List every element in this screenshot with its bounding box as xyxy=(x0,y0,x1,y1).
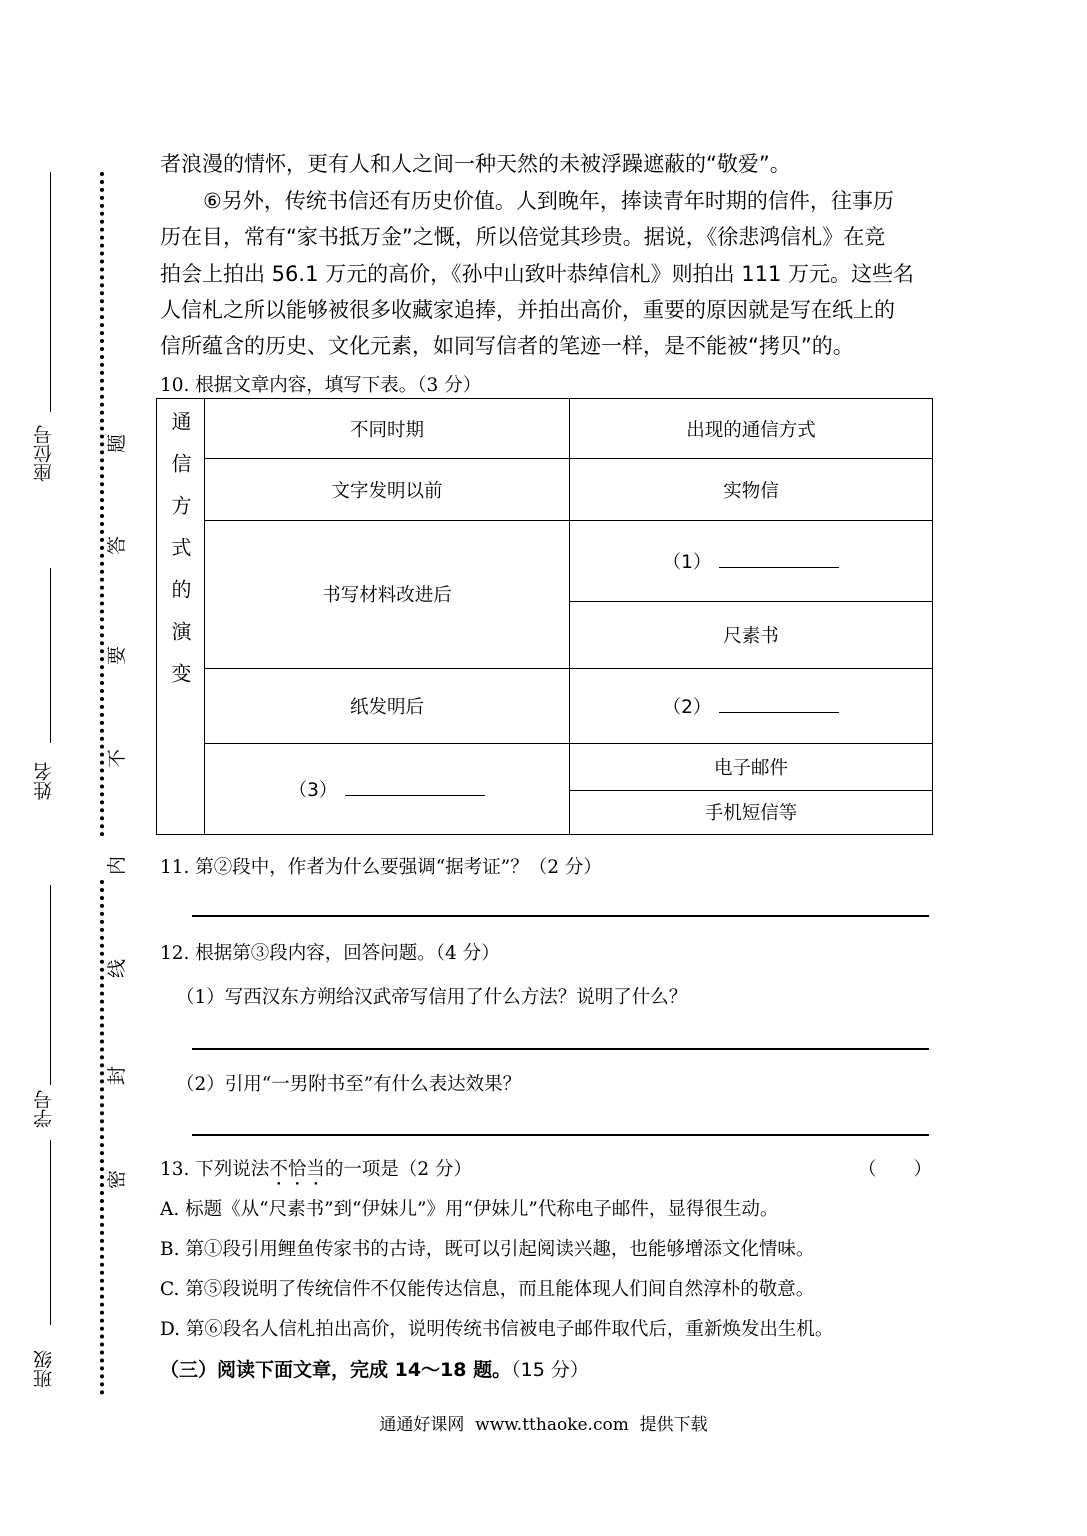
passage-line: 人信札之所以能够被很多收藏家追捧，并拍出高价，重要的原因就是写在纸上的 xyxy=(160,298,895,322)
row4-method-a: 电子邮件 xyxy=(570,743,933,790)
passage-line: ⑥另外，传统书信还有历史价值。人到晚年，捧读青年时期的信件，往事历 xyxy=(203,189,894,213)
q12-sub1: （1）写西汉东方朔给汉武帝写信用了什么方法？说明了什么？ xyxy=(176,987,688,1008)
q10-prompt: 10. 根据文章内容，填写下表。（3 分） xyxy=(160,375,482,396)
seat-label: 座位号 xyxy=(33,425,55,482)
student-id-label: 学号 xyxy=(33,1090,55,1128)
q13-option-a: A. 标题《从“尺素书”到“伊妹儿”》用“伊妹儿”代称电子邮件，显得很生动。 xyxy=(160,1199,779,1220)
row3-period: 纸发明后 xyxy=(205,668,570,743)
section3-title-points: （15 分） xyxy=(511,1359,589,1381)
row3-method-cell[interactable] xyxy=(570,668,933,743)
answer-blank-3[interactable] xyxy=(345,794,485,796)
seal-char: 答 xyxy=(106,535,129,556)
row2-period: 书写材料改进后 xyxy=(205,521,570,668)
row4-period-cell[interactable] xyxy=(205,743,570,834)
q12-sub2: （2）引用“一男附书至”有什么表达效果？ xyxy=(176,1074,522,1095)
blank-1-label: （1） xyxy=(662,552,712,574)
q13-option-d: D. 第⑥段名人信札拍出高价，说明传统书信被电子邮件取代后，重新焕发出生机。 xyxy=(160,1319,834,1340)
q13-prompt-emphasis: 不恰当 xyxy=(269,1159,325,1180)
q11-prompt: 11. 第②段中，作者为什么要强调“据考证”？（2 分） xyxy=(160,857,602,878)
passage-line: 拍会上拍出 56.1 万元的高价，《孙中山致叶恭绰信札》则拍出 111 万元。这些名 xyxy=(160,262,915,286)
seal-char: 封 xyxy=(106,1065,129,1086)
class-blank-line xyxy=(50,1140,51,1325)
name-blank-line xyxy=(50,568,51,743)
q13-prompt-a: 13. 下列说法 xyxy=(160,1159,270,1180)
q10-table xyxy=(156,398,933,835)
q13-prompt xyxy=(160,1155,472,1190)
blank-3-label: （3） xyxy=(288,779,338,801)
row1-method: 实物信 xyxy=(570,459,933,521)
seal-dotted-line-lower xyxy=(100,880,104,1395)
q13-answer-paren[interactable]: （ ） xyxy=(858,1159,933,1180)
seal-char: 不 xyxy=(106,748,129,769)
seat-blank-line xyxy=(50,172,51,412)
row1-period: 文字发明以前 xyxy=(205,459,570,521)
seal-char: 密 xyxy=(106,1169,129,1190)
passage-line: 信所蕴含的历史、文化元素，如同写信者的笔迹一样，是不能被“拷贝”的。 xyxy=(160,334,854,358)
q12-sub2-answer-line[interactable] xyxy=(192,1134,929,1136)
table-side-label: 通信方式的演变 xyxy=(168,411,192,705)
q11-answer-line[interactable] xyxy=(192,915,929,917)
section3-title-main: （三）阅读下面文章，完成 14～18 题。 xyxy=(160,1359,512,1381)
student-id-blank-line xyxy=(50,885,51,1085)
q12-prompt: 12. 根据第③段内容，回答问题。（4 分） xyxy=(160,943,500,964)
section3-title xyxy=(160,1355,589,1382)
row2-method-b: 尺素书 xyxy=(570,602,933,668)
row2-method-a-cell[interactable] xyxy=(570,521,933,602)
page-footer: 通通好课网 www.tthaoke.com 提供下载 xyxy=(379,1415,708,1435)
seal-char: 要 xyxy=(106,645,129,666)
class-label: 班级 xyxy=(33,1350,55,1388)
answer-blank-2[interactable] xyxy=(719,711,839,713)
passage-line: 者浪漫的情怀，更有人和人之间一种天然的未被浮躁遮蔽的“敬爱”。 xyxy=(160,152,791,176)
q13-option-c: C. 第⑤段说明了传统信件不仅能传达信息，而且能体现人们间自然淳朴的敬意。 xyxy=(160,1279,815,1300)
seal-char: 题 xyxy=(106,433,129,454)
header-period: 不同时期 xyxy=(205,399,570,459)
answer-blank-1[interactable] xyxy=(719,566,839,568)
row4-method-b: 手机短信等 xyxy=(570,790,933,834)
table-side-label-cell xyxy=(157,399,205,835)
header-method: 出现的通信方式 xyxy=(570,399,933,459)
seal-dotted-line-upper xyxy=(100,172,104,837)
passage-line: 历在目，常有“家书抵万金”之慨，所以倍觉其珍贵。据说，《徐悲鸿信札》在竞 xyxy=(160,225,886,249)
q13-option-b: B. 第①段引用鲤鱼传家书的古诗，既可以引起阅读兴趣，也能够增添文化情味。 xyxy=(160,1239,815,1260)
blank-2-label: （2） xyxy=(662,696,712,718)
seal-char: 内 xyxy=(106,855,129,876)
seal-char: 线 xyxy=(106,958,129,979)
name-label: 姓名 xyxy=(33,762,55,800)
q12-sub1-answer-line[interactable] xyxy=(192,1048,929,1050)
q13-prompt-b: 的一项是（2 分） xyxy=(324,1159,472,1180)
